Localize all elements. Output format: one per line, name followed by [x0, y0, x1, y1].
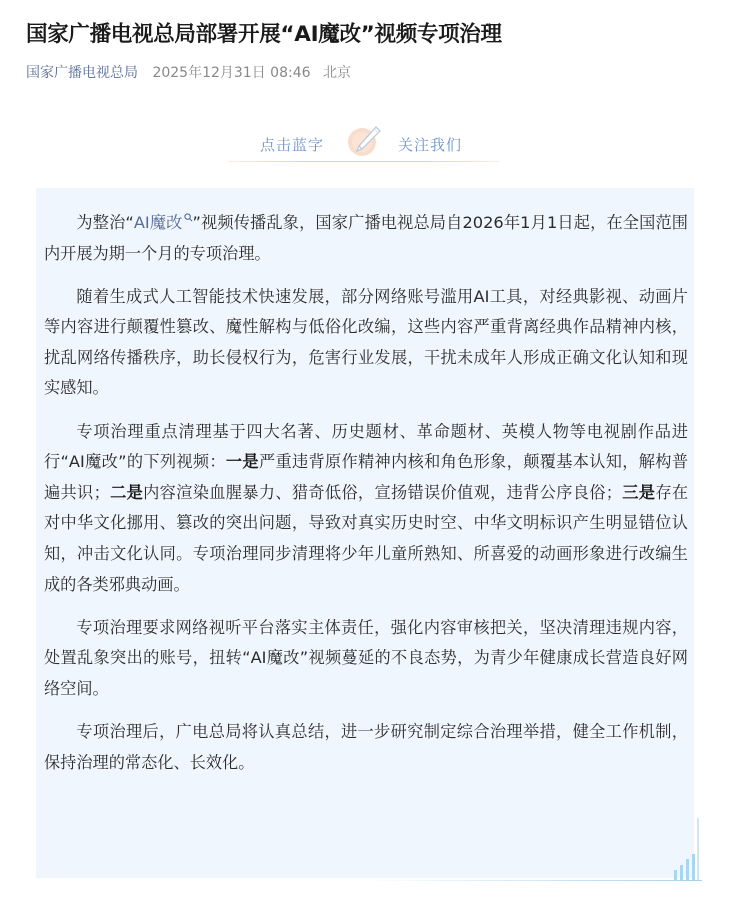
item-3-marker: 三是: [621, 482, 656, 502]
paragraph-1-lead: 为整治“: [76, 213, 134, 232]
pen-circle-icon: [346, 123, 384, 159]
paragraph-3: [44, 417, 688, 601]
ai-search-link-text: AI魔改: [133, 213, 183, 232]
paragraph-5: 专项治理后，广电总局将认真总结，进一步研究制定综合治理举措，健全工作机制，保持治理的常态化、长效化。: [44, 721, 688, 772]
article-body: [44, 208, 688, 791]
publish-date: 2025年12月31日 08:46: [152, 65, 311, 81]
search-icon: [184, 213, 193, 222]
paragraph-2: 随着生成式人工智能技术快速发展，部分网络账号滥用AI工具，对经典影视、动画片等内容进行颠覆性篡改、魔性解构与低俗化改编，这些内容严重背离经典作品精神内核，扰乱网络传播秩序，助长侵权行为，危害行业发展，干扰未成年人形成正确文化认知和现实感知。: [44, 286, 688, 398]
article-meta: [26, 62, 351, 82]
paragraph-1: [44, 208, 688, 269]
ai-search-link[interactable]: [134, 213, 193, 232]
item-1-text: 严重违背原作精神内核和角色形象，颠覆基本认知，解构普遍共识；: [44, 452, 689, 502]
decor-bottom-line: [364, 880, 702, 881]
paragraph-4: 专项治理要求网络视听平台落实主体责任，强化内容审核把关，坚决清理违规内容，处置乱象突出的账号，扭转“AI魔改”视频蔓延的不良态势，为青少年健康成长营造良好网络空间。: [44, 617, 688, 698]
paragraph-3-intro: 专项治理重点清理基于四大名著、历史题材、革命题材、英模人物等电视剧作品进行“AI魔改”的下列视频：: [44, 421, 688, 472]
item-2-marker: 二是: [109, 482, 144, 502]
follow-underline: [228, 161, 500, 162]
article-source-link[interactable]: 国家广播电视总局: [26, 65, 138, 81]
item-2-text: 内容渲染血腥暴力、猎奇低俗，宣扬错误价值观，违背公序良俗；: [143, 482, 622, 502]
article-title: 国家广播电视总局部署开展“AI魔改”视频专项治理: [26, 22, 502, 47]
item-1-marker: 一是: [225, 452, 259, 472]
publish-location: 北京: [322, 65, 351, 81]
paragraph-1-text: ”视频传播乱象，国家广播电视总局自2026年1月1日起，在全国范围内开展为期一个月的专项治理。: [44, 213, 688, 263]
signal-bars-icon: [672, 818, 702, 884]
item-3-text: 存在对中华文化挪用、篡改的突出问题，导致对真实历史时空、中华文明标识产生明显错位认知，冲击文化认同。专项治理同步清理将少年儿童所熟知、所喜爱的动画形象进行改编生成的各类邪典动画。: [44, 482, 689, 594]
follow-text-right: 关注我们: [398, 136, 463, 154]
follow-banner[interactable]: [228, 120, 500, 162]
follow-text-left: 点击蓝字: [260, 136, 325, 154]
